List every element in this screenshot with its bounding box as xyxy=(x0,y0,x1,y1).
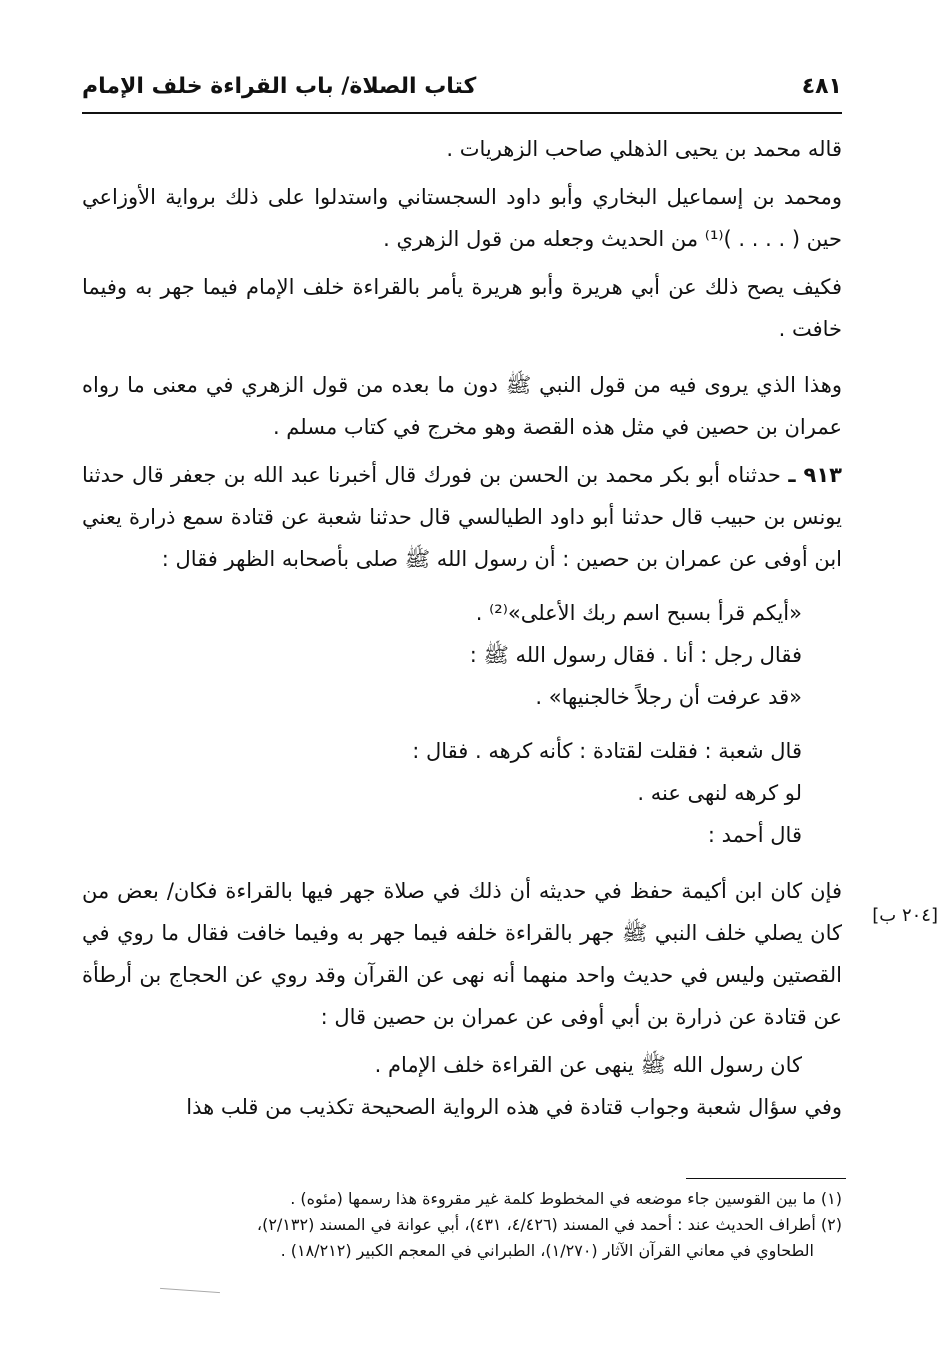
quote-line: «أيكم قرأ بسبح اسم ربك الأعلى»⁽²⁾ . xyxy=(475,601,802,625)
paragraph: فكيف يصح ذلك عن أبي هريرة وأبو هريرة يأمر بالقراءة خلف الإمام فيما جهر به وفيما خافت . xyxy=(82,275,842,341)
footnote: (١) ما بين القوسين جاء موضعه في المخطوط كلمة غير مقروءة هذا رسمها (مئوه) . xyxy=(290,1189,842,1208)
hadith-number: ٩١٣ ـ xyxy=(788,463,842,487)
quote-line: «قد عرفت أن رجلاً خالجنيها» . xyxy=(535,685,802,709)
quote-line: كان رسول الله ﷺ ينهى عن القراءة خلف الإمام . xyxy=(374,1053,802,1077)
paragraph: قاله محمد بن يحيى الذهلي صاحب الزهريات . xyxy=(446,137,842,161)
footnote: (٢) أطراف الحديث عند : أحمد في المسند (٤/٤٢٦، ٤٣١)، أبي عوانة في المسند (٢/١٣٢)، xyxy=(256,1215,842,1234)
running-title: كتاب الصلاة/ باب القراءة خلف الإمام xyxy=(82,74,477,99)
quote-line: لو كرهه لنهى عنه . xyxy=(637,781,802,805)
quote-line: قال شعبة : فقلت لقتادة : كأنه كرهه . فقال : xyxy=(412,739,802,763)
paragraph: وفي سؤال شعبة وجواب قتادة في هذه الرواية الصحيحة تكذيب من قلب هذا xyxy=(186,1095,842,1119)
hadith-text: حدثناه أبو بكر محمد بن الحسن بن فورك قال أخبرنا عبد الله بن جعفر قال حدثنا يونس بن حبيب قال حدثنا أبو داود الطيالسي قال حدثنا شعبة عن قتادة سمع ذرارة يعني ابن أوفى عن عمران بن حصين : أن رسول الله ﷺ صلى بأصحابه الظهر فقال : xyxy=(82,463,842,571)
footnote-continuation: الطحاوي في معاني القرآن الآثار (١/٢٧٠)، الطبراني في المعجم الكبير (١٨/٢١٢) . xyxy=(280,1241,814,1260)
scan-mark xyxy=(160,1288,220,1293)
paragraph: فإن كان ابن أكيمة حفظ في حديثه أن ذلك في صلاة جهر فيها بالقراءة فكان/ بعض من كان يصلي خلف النبي ﷺ جهر بالقراءة خلفه فيما جهر به وفيما خافت فقال ما روي في القصتين وليس في حديث واحد منهما أنه نهى عن القرآن وقد روي عن الحجاج بن أرطأة عن قتادة عن ذرارة بن أبي أوفى عن عمران بن حصين قال : xyxy=(82,879,842,1029)
manuscript-folio-marker: [٢٠٤ ب] xyxy=(872,905,938,926)
paragraph: وهذا الذي يروى فيه من قول النبي ﷺ دون ما بعده من قول الزهري في معنى ما رواه عمران بن حصين في مثل هذه القصة وهو مخرج في كتاب مسلم . xyxy=(82,373,842,439)
footnotes xyxy=(82,1186,842,1264)
page-number: ٤٨١ xyxy=(801,74,842,99)
quote-line: فقال رجل : أنا . فقال رسول الله ﷺ : xyxy=(469,643,802,667)
paragraph: ومحمد بن إسماعيل البخاري وأبو داود السجستاني واستدلوا على ذلك برواية الأوزاعي حين ( . . . . )⁽¹⁾ من الحديث وجعله من قول الزهري . xyxy=(82,185,842,251)
header-rule xyxy=(82,112,842,114)
quote-line: قال أحمد : xyxy=(707,823,802,847)
running-header xyxy=(82,72,842,106)
footnote-rule xyxy=(686,1178,846,1179)
main-text xyxy=(82,128,842,1134)
hadith-paragraph xyxy=(82,454,842,580)
